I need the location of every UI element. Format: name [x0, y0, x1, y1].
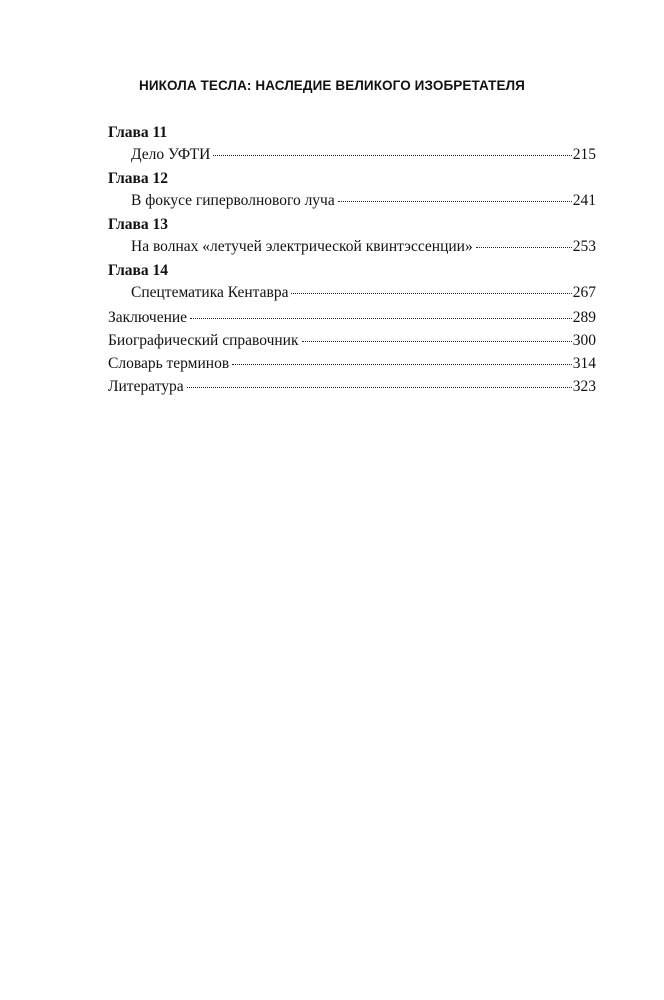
dot-leader	[476, 247, 572, 248]
entry-title: Литература	[108, 378, 184, 395]
page-number: 267	[572, 284, 596, 301]
toc-entry[interactable]	[108, 189, 596, 212]
entry-title: Заключение	[108, 309, 188, 326]
toc-entry-glossary[interactable]	[108, 352, 596, 375]
table-of-contents	[108, 122, 596, 398]
dot-leader	[213, 155, 571, 156]
entry-title: В фокусе гиперволнового луча	[131, 192, 335, 209]
page-number: 215	[572, 146, 596, 163]
page-number: 314	[572, 355, 596, 372]
dot-leader	[187, 387, 572, 388]
page-number: 323	[572, 378, 596, 395]
chapter-heading: Глава 12	[108, 170, 169, 187]
dot-leader	[190, 318, 572, 319]
entry-title: Спецтематика Кентавра	[131, 284, 289, 301]
toc-entry[interactable]	[108, 235, 596, 258]
chapter-heading: Глава 14	[108, 262, 169, 279]
toc-chapter-12	[108, 168, 596, 212]
page-number: 253	[572, 238, 596, 255]
page-number: 289	[572, 309, 596, 326]
toc-entry-conclusion[interactable]	[108, 306, 596, 329]
toc-chapter-11	[108, 122, 596, 166]
toc-chapter-14	[108, 260, 596, 304]
entry-title: Словарь терминов	[108, 355, 230, 372]
chapter-heading: Глава 13	[108, 216, 169, 233]
page-number: 241	[572, 192, 596, 209]
toc-entry[interactable]	[108, 281, 596, 304]
dot-leader	[302, 341, 572, 342]
dot-leader	[291, 293, 571, 294]
running-head: НИКОЛА ТЕСЛА: НАСЛЕДИЕ ВЕЛИКОГО ИЗОБРЕТАТЕЛЯ	[139, 78, 525, 93]
entry-title: На волнах «летучей электрической квинтэссенции»	[131, 238, 473, 255]
entry-title: Дело УФТИ	[131, 146, 211, 163]
page-number: 300	[572, 332, 596, 349]
toc-chapter-13	[108, 214, 596, 258]
toc-entry-literature[interactable]	[108, 375, 596, 398]
dot-leader	[232, 364, 572, 365]
toc-entry-biographical-guide[interactable]	[108, 329, 596, 352]
toc-entry[interactable]	[108, 143, 596, 166]
dot-leader	[338, 201, 572, 202]
entry-title: Биографический справочник	[108, 332, 299, 349]
chapter-heading: Глава 11	[108, 124, 168, 141]
